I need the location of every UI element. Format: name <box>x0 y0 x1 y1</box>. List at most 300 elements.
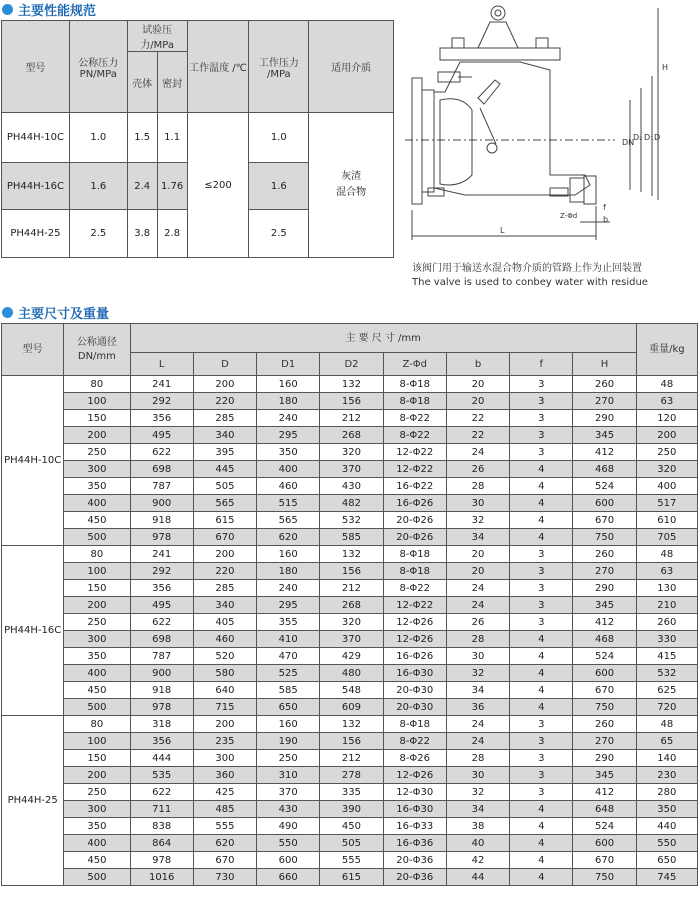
table-cell: 600 <box>573 495 636 512</box>
table-cell: 8-Φ22 <box>383 427 446 444</box>
table-cell: 300 <box>64 631 130 648</box>
table-cell: 295 <box>257 597 320 614</box>
table-cell: 4 <box>510 478 573 495</box>
table-cell: 26 <box>446 461 509 478</box>
table-cell: 555 <box>193 818 256 835</box>
table-cell: 4 <box>510 512 573 529</box>
group-model: PH44H-25 <box>2 716 64 886</box>
table-cell: 4 <box>510 461 573 478</box>
dim-label-d2: D₂ <box>633 133 643 142</box>
table-cell: 20-Φ26 <box>383 512 446 529</box>
table-cell: 715 <box>193 699 256 716</box>
table-cell: 650 <box>636 852 697 869</box>
table-cell: 620 <box>257 529 320 546</box>
table-cell: 648 <box>573 801 636 818</box>
table-cell: 38 <box>446 818 509 835</box>
perf-model: PH44H-25 <box>2 210 70 258</box>
caption-cn: 该阀门用于输送水混合物介质的管路上作为止回装置 <box>412 263 642 274</box>
table-cell: 20-Φ36 <box>383 869 446 886</box>
table-cell: 300 <box>193 750 256 767</box>
table-cell: 670 <box>573 682 636 699</box>
header-col: D1 <box>257 353 320 376</box>
table-cell: 24 <box>446 444 509 461</box>
table-cell: 730 <box>193 869 256 886</box>
table-cell: 32 <box>446 784 509 801</box>
table-cell: 615 <box>193 512 256 529</box>
dim-label-dn: DN <box>622 138 635 147</box>
table-cell: 330 <box>636 631 697 648</box>
table-cell: 220 <box>193 563 256 580</box>
table-cell: 350 <box>64 818 130 835</box>
table-cell: 395 <box>193 444 256 461</box>
table-cell: 180 <box>257 563 320 580</box>
header-model: 型号 <box>2 324 64 376</box>
table-cell: 20-Φ30 <box>383 699 446 716</box>
header-col: L <box>130 353 193 376</box>
table-cell: 670 <box>193 852 256 869</box>
table-cell: 660 <box>257 869 320 886</box>
section-title-text: 主要尺寸及重量 <box>18 307 110 322</box>
table-cell: 230 <box>636 767 697 784</box>
table-cell: 640 <box>193 682 256 699</box>
table-cell: 200 <box>636 427 697 444</box>
table-cell: 48 <box>636 376 697 393</box>
table-cell: 8-Φ22 <box>383 733 446 750</box>
table-row <box>2 682 698 699</box>
table-cell: 120 <box>636 410 697 427</box>
table-cell: 260 <box>573 546 636 563</box>
table-cell: 3 <box>510 580 573 597</box>
table-cell: 32 <box>446 665 509 682</box>
table-cell: 8-Φ18 <box>383 716 446 733</box>
table-cell: 160 <box>257 546 320 563</box>
table-cell: 30 <box>446 495 509 512</box>
table-cell: 200 <box>193 376 256 393</box>
table-cell: 150 <box>64 750 130 767</box>
table-cell: 16-Φ33 <box>383 818 446 835</box>
table-cell: 34 <box>446 801 509 818</box>
table-cell: 290 <box>573 410 636 427</box>
table-cell: 482 <box>320 495 383 512</box>
table-cell: 22 <box>446 410 509 427</box>
table-cell: 210 <box>636 597 697 614</box>
perf-work: 1.0 <box>249 113 309 163</box>
table-cell: 250 <box>257 750 320 767</box>
table-row <box>2 784 698 801</box>
table-cell: 285 <box>193 580 256 597</box>
table-cell: 864 <box>130 835 193 852</box>
table-cell: 8-Φ18 <box>383 563 446 580</box>
table-row <box>2 631 698 648</box>
table-cell: 4 <box>510 699 573 716</box>
table-cell: 3 <box>510 597 573 614</box>
table-cell: 132 <box>320 546 383 563</box>
table-cell: 532 <box>320 512 383 529</box>
table-cell: 524 <box>573 478 636 495</box>
table-cell: 450 <box>64 852 130 869</box>
header-col: D2 <box>320 353 383 376</box>
table-cell: 356 <box>130 733 193 750</box>
table-cell: 750 <box>573 529 636 546</box>
table-cell: 295 <box>257 427 320 444</box>
table-cell: 585 <box>257 682 320 699</box>
table-cell: 670 <box>573 852 636 869</box>
header-weight: 重量/kg <box>636 324 697 376</box>
table-cell: 48 <box>636 546 697 563</box>
table-cell: 615 <box>320 869 383 886</box>
table-cell: 3 <box>510 563 573 580</box>
table-cell: 8-Φ22 <box>383 580 446 597</box>
table-row <box>2 495 698 512</box>
table-cell: 12-Φ22 <box>383 444 446 461</box>
table-cell: 550 <box>636 835 697 852</box>
table-cell: 32 <box>446 512 509 529</box>
table-row <box>2 614 698 631</box>
table-cell: 370 <box>257 784 320 801</box>
table-cell: 100 <box>64 563 130 580</box>
table-cell: 65 <box>636 733 697 750</box>
table-cell: 485 <box>193 801 256 818</box>
table-cell: 250 <box>64 784 130 801</box>
table-cell: 63 <box>636 393 697 410</box>
table-cell: 3 <box>510 393 573 410</box>
table-cell: 12-Φ26 <box>383 767 446 784</box>
table-cell: 450 <box>64 682 130 699</box>
table-cell: 260 <box>573 716 636 733</box>
table-row <box>2 580 698 597</box>
table-cell: 4 <box>510 529 573 546</box>
table-cell: 495 <box>130 597 193 614</box>
table-cell: 3 <box>510 410 573 427</box>
table-cell: 750 <box>573 699 636 716</box>
table-cell: 320 <box>636 461 697 478</box>
table-cell: 16-Φ36 <box>383 835 446 852</box>
table-cell: 400 <box>636 478 697 495</box>
table-cell: 350 <box>64 648 130 665</box>
table-cell: 241 <box>130 546 193 563</box>
table-cell: 340 <box>193 597 256 614</box>
table-row <box>2 393 698 410</box>
table-cell: 12-Φ26 <box>383 614 446 631</box>
table-cell: 20 <box>446 546 509 563</box>
table-cell: 978 <box>130 529 193 546</box>
table-cell: 520 <box>193 648 256 665</box>
table-cell: 515 <box>257 495 320 512</box>
table-cell: 405 <box>193 614 256 631</box>
table-cell: 235 <box>193 733 256 750</box>
table-cell: 622 <box>130 444 193 461</box>
table-cell: 8-Φ18 <box>383 376 446 393</box>
table-cell: 80 <box>64 376 130 393</box>
table-row <box>2 801 698 818</box>
table-cell: 132 <box>320 376 383 393</box>
table-row <box>2 444 698 461</box>
table-cell: 130 <box>636 580 697 597</box>
table-cell: 500 <box>64 699 130 716</box>
perf-temp: ≤200 <box>187 113 249 258</box>
table-cell: 160 <box>257 376 320 393</box>
table-cell: 430 <box>320 478 383 495</box>
perf-model: PH44H-10C <box>2 113 70 163</box>
table-cell: 12-Φ26 <box>383 631 446 648</box>
table-cell: 26 <box>446 614 509 631</box>
table-cell: 16-Φ26 <box>383 495 446 512</box>
table-cell: 625 <box>636 682 697 699</box>
table-cell: 8-Φ18 <box>383 546 446 563</box>
table-row <box>2 376 698 393</box>
table-cell: 30 <box>446 767 509 784</box>
table-cell: 80 <box>64 716 130 733</box>
table-cell: 250 <box>636 444 697 461</box>
table-cell: 610 <box>636 512 697 529</box>
table-cell: 200 <box>64 597 130 614</box>
table-cell: 156 <box>320 393 383 410</box>
table-cell: 240 <box>257 410 320 427</box>
table-cell: 468 <box>573 461 636 478</box>
header-shell: 壳体 <box>127 52 157 113</box>
table-cell: 622 <box>130 614 193 631</box>
table-cell: 270 <box>573 393 636 410</box>
table-cell: 429 <box>320 648 383 665</box>
table-row <box>2 563 698 580</box>
table-cell: 517 <box>636 495 697 512</box>
drawing-caption <box>412 262 648 290</box>
table-cell: 698 <box>130 461 193 478</box>
table-cell: 4 <box>510 665 573 682</box>
header-col: f <box>510 353 573 376</box>
table-cell: 28 <box>446 478 509 495</box>
table-cell: 20-Φ36 <box>383 852 446 869</box>
table-cell: 156 <box>320 563 383 580</box>
table-row <box>2 529 698 546</box>
perf-work: 2.5 <box>249 210 309 258</box>
table-row <box>2 461 698 478</box>
table-cell: 705 <box>636 529 697 546</box>
header-col: b <box>446 353 509 376</box>
table-cell: 356 <box>130 580 193 597</box>
table-cell: 555 <box>320 852 383 869</box>
table-cell: 20-Φ30 <box>383 682 446 699</box>
table-cell: 260 <box>636 614 697 631</box>
table-cell: 240 <box>257 580 320 597</box>
table-cell: 24 <box>446 716 509 733</box>
table-cell: 318 <box>130 716 193 733</box>
table-cell: 290 <box>573 580 636 597</box>
table-cell: 345 <box>573 767 636 784</box>
table-cell: 445 <box>193 461 256 478</box>
table-cell: 292 <box>130 393 193 410</box>
table-cell: 48 <box>636 716 697 733</box>
table-cell: 400 <box>64 495 130 512</box>
table-cell: 720 <box>636 699 697 716</box>
table-cell: 4 <box>510 869 573 886</box>
table-cell: 495 <box>130 427 193 444</box>
table-cell: 410 <box>257 631 320 648</box>
table-cell: 4 <box>510 835 573 852</box>
table-cell: 600 <box>257 852 320 869</box>
header-dn-text: 公称通径 DN/mm <box>76 336 117 362</box>
table-cell: 460 <box>193 631 256 648</box>
table-cell: 650 <box>257 699 320 716</box>
table-cell: 490 <box>257 818 320 835</box>
table-cell: 16-Φ26 <box>383 648 446 665</box>
table-cell: 415 <box>636 648 697 665</box>
perf-shell: 3.8 <box>127 210 157 258</box>
table-cell: 480 <box>320 665 383 682</box>
table-cell: 340 <box>193 427 256 444</box>
table-cell: 150 <box>64 410 130 427</box>
table-cell: 525 <box>257 665 320 682</box>
table-cell: 622 <box>130 784 193 801</box>
table-cell: 63 <box>636 563 697 580</box>
table-cell: 500 <box>64 529 130 546</box>
table-cell: 345 <box>573 597 636 614</box>
table-cell: 200 <box>193 546 256 563</box>
table-cell: 28 <box>446 631 509 648</box>
table-cell: 42 <box>446 852 509 869</box>
table-cell: 918 <box>130 512 193 529</box>
table-cell: 412 <box>573 444 636 461</box>
table-cell: 8-Φ26 <box>383 750 446 767</box>
table-cell: 355 <box>257 614 320 631</box>
table-cell: 350 <box>64 478 130 495</box>
table-cell: 180 <box>257 393 320 410</box>
table-cell: 212 <box>320 580 383 597</box>
dimension-table <box>1 323 698 886</box>
table-cell: 34 <box>446 529 509 546</box>
table-row <box>2 750 698 767</box>
table-cell: 200 <box>64 767 130 784</box>
table-cell: 30 <box>446 648 509 665</box>
table-cell: 978 <box>130 852 193 869</box>
perf-media <box>309 113 394 258</box>
table-cell: 4 <box>510 818 573 835</box>
dim-label-f: f <box>603 203 606 212</box>
group-model: PH44H-10C <box>2 376 64 546</box>
table-cell: 200 <box>64 427 130 444</box>
table-cell: 787 <box>130 478 193 495</box>
table-cell: 565 <box>257 512 320 529</box>
table-cell: 524 <box>573 648 636 665</box>
valve-drawing <box>400 0 700 260</box>
table-cell: 250 <box>64 444 130 461</box>
table-cell: 3 <box>510 427 573 444</box>
table-cell: 140 <box>636 750 697 767</box>
table-cell: 156 <box>320 733 383 750</box>
table-cell: 978 <box>130 699 193 716</box>
table-cell: 350 <box>257 444 320 461</box>
table-cell: 34 <box>446 682 509 699</box>
table-cell: 285 <box>193 410 256 427</box>
perf-work: 1.6 <box>249 163 309 210</box>
table-cell: 468 <box>573 631 636 648</box>
table-cell: 4 <box>510 852 573 869</box>
table-cell: 532 <box>636 665 697 682</box>
header-col: Z-Φd <box>383 353 446 376</box>
table-row <box>2 478 698 495</box>
table-cell: 600 <box>573 835 636 852</box>
dim-label-d1: D₁ <box>644 133 654 142</box>
table-cell: 300 <box>64 801 130 818</box>
table-cell: 270 <box>573 733 636 750</box>
table-cell: 550 <box>257 835 320 852</box>
table-cell: 22 <box>446 427 509 444</box>
table-cell: 20 <box>446 563 509 580</box>
table-cell: 609 <box>320 699 383 716</box>
header-dn <box>64 324 130 376</box>
table-row <box>2 835 698 852</box>
table-cell: 212 <box>320 410 383 427</box>
header-test-pressure: 试验压力/MPa <box>127 21 187 52</box>
table-cell: 24 <box>446 597 509 614</box>
table-cell: 250 <box>64 614 130 631</box>
table-cell: 320 <box>320 444 383 461</box>
table-cell: 450 <box>64 512 130 529</box>
table-cell: 3 <box>510 767 573 784</box>
table-cell: 160 <box>257 716 320 733</box>
bullet-icon <box>2 307 13 318</box>
header-main-dimensions: 主 要 尺 寸 /mm <box>130 324 636 353</box>
table-cell: 350 <box>636 801 697 818</box>
table-cell: 440 <box>636 818 697 835</box>
table-cell: 8-Φ22 <box>383 410 446 427</box>
table-cell: 505 <box>193 478 256 495</box>
table-cell: 3 <box>510 750 573 767</box>
table-cell: 900 <box>130 665 193 682</box>
table-row <box>2 869 698 886</box>
table-cell: 4 <box>510 648 573 665</box>
table-cell: 310 <box>257 767 320 784</box>
table-row <box>2 648 698 665</box>
table-cell: 40 <box>446 835 509 852</box>
table-cell: 24 <box>446 580 509 597</box>
table-cell: 838 <box>130 818 193 835</box>
table-cell: 220 <box>193 393 256 410</box>
dim-label-nd: Z-Φd <box>560 212 578 220</box>
table-cell: 12-Φ30 <box>383 784 446 801</box>
table-cell: 3 <box>510 444 573 461</box>
table-cell: 750 <box>573 869 636 886</box>
table-cell: 670 <box>573 512 636 529</box>
header-model: 型号 <box>2 21 70 113</box>
table-cell: 620 <box>193 835 256 852</box>
table-cell: 698 <box>130 631 193 648</box>
table-cell: 16-Φ30 <box>383 665 446 682</box>
table-cell: 400 <box>257 461 320 478</box>
section-title-dimensions <box>2 303 109 322</box>
table-cell: 3 <box>510 376 573 393</box>
table-cell: 345 <box>573 427 636 444</box>
table-cell: 918 <box>130 682 193 699</box>
table-cell: 580 <box>193 665 256 682</box>
table-cell: 524 <box>573 818 636 835</box>
table-cell: 268 <box>320 427 383 444</box>
table-cell: 24 <box>446 733 509 750</box>
table-row <box>2 546 698 563</box>
table-cell: 4 <box>510 801 573 818</box>
perf-seal: 1.76 <box>157 163 187 210</box>
table-cell: 356 <box>130 410 193 427</box>
table-row <box>2 699 698 716</box>
table-cell: 278 <box>320 767 383 784</box>
table-row <box>2 427 698 444</box>
table-cell: 212 <box>320 750 383 767</box>
table-cell: 360 <box>193 767 256 784</box>
table-cell: 100 <box>64 733 130 750</box>
table-cell: 28 <box>446 750 509 767</box>
table-cell: 20 <box>446 376 509 393</box>
table-cell: 390 <box>320 801 383 818</box>
